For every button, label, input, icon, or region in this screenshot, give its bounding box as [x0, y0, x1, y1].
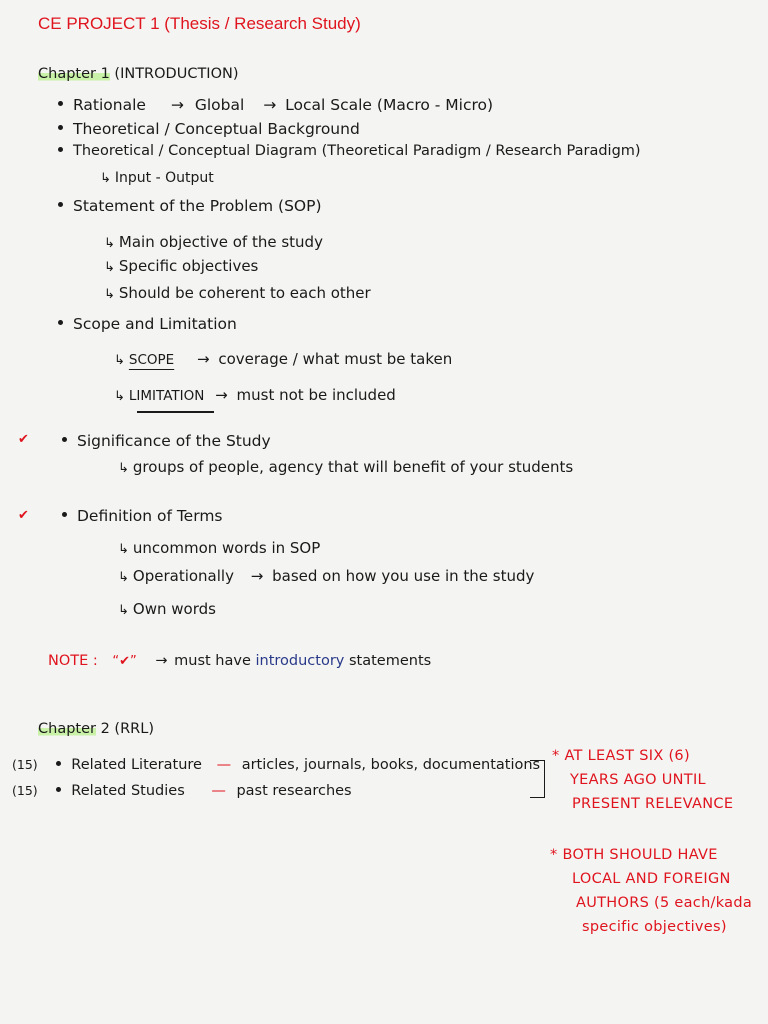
definition-item: ↳ Operationally → based on how you use in the study: [118, 567, 535, 585]
bullet-scope-limitation: [58, 315, 237, 333]
sop-label: Statement of the Problem (SOP): [73, 197, 322, 215]
check-mark-icon: ✔: [18, 432, 29, 447]
note-introductory: introductory: [255, 653, 345, 669]
bullet-dot-icon: [58, 202, 63, 207]
note-text: must have: [174, 653, 251, 669]
sop-item: ↳ Should be coherent to each other: [104, 284, 371, 302]
scope-definition: coverage / what must be taken: [218, 350, 453, 368]
bullet-theoretical-background: [58, 120, 360, 138]
rrl-row: [12, 783, 352, 799]
arrow-icon: →: [250, 567, 264, 585]
rrl-description: past researches: [236, 783, 352, 799]
scope-term: SCOPE: [128, 352, 175, 368]
rrl-count: (15): [12, 783, 38, 798]
input-output-label: Input - Output: [114, 170, 214, 186]
note-line: [48, 653, 431, 669]
arrow-icon: →: [155, 653, 168, 669]
sub-arrow-icon: ↳: [104, 260, 115, 275]
arrow-icon: →: [215, 386, 228, 404]
input-output-line: [100, 170, 214, 186]
note-six-years: * AT LEAST SIX (6) YEARS AGO UNTIL PRESENT RELEVANCE: [552, 748, 734, 812]
bullet-dot-icon: [62, 437, 67, 442]
dash-icon: —: [211, 783, 226, 799]
note-label: NOTE :: [48, 653, 98, 669]
scope-line: [114, 350, 452, 368]
bullet-rationale: [58, 96, 493, 114]
bullet-definition-terms: [62, 507, 223, 525]
check-mark-icon: ✔: [18, 508, 29, 523]
scope-limitation-label: Scope and Limitation: [73, 315, 237, 333]
limitation-term: LIMITATION: [128, 388, 205, 404]
chapter-1-title: (INTRODUCTION): [114, 66, 239, 82]
sub-arrow-icon: ↳: [100, 171, 111, 186]
limitation-underline: [137, 411, 214, 413]
sub-arrow-icon: ↳: [104, 287, 115, 302]
sub-arrow-icon: ↳: [114, 389, 125, 404]
note-local-foreign: * BOTH SHOULD HAVE LOCAL AND FOREIGN AUTHORS (5 each/kada specific objectives): [550, 847, 753, 935]
global-label: Global: [194, 96, 245, 114]
sub-arrow-icon: ↳: [118, 542, 129, 557]
limitation-definition: must not be included: [236, 386, 396, 404]
bullet-theoretical-diagram: [58, 143, 641, 159]
bullet-dot-icon: [56, 787, 61, 792]
theoretical-diagram-label: Theoretical / Conceptual Diagram (Theoretical Paradigm / Research Paradigm): [73, 143, 641, 159]
rrl-description: articles, journals, books, documentations: [241, 757, 541, 773]
sub-arrow-icon: ↳: [118, 603, 129, 618]
sop-item: ↳ Main objective of the study: [104, 233, 323, 251]
significance-item: ↳ groups of people, agency that will benefit of your students: [118, 458, 574, 476]
operationally-definition: based on how you use in the study: [272, 567, 535, 585]
bullet-significance: [62, 432, 271, 450]
arrow-icon: →: [196, 350, 210, 368]
chapter-2-title: 2 (RRL): [100, 721, 154, 737]
check-symbol-icon: “✔”: [112, 654, 137, 669]
bullet-dot-icon: [58, 320, 63, 325]
sub-arrow-icon: ↳: [114, 353, 125, 368]
bracket-icon: [530, 760, 545, 798]
limitation-line: [114, 386, 396, 404]
arrow-icon: →: [170, 96, 184, 114]
theoretical-background-label: Theoretical / Conceptual Background: [73, 120, 360, 138]
definition-item: ↳ uncommon words in SOP: [118, 539, 321, 557]
rrl-row: [12, 757, 540, 773]
arrow-icon: →: [263, 96, 277, 114]
bullet-sop: [58, 197, 322, 215]
note-statements: statements: [349, 653, 432, 669]
chapter-2-heading: [38, 721, 154, 737]
bullet-dot-icon: [62, 512, 67, 517]
definition-item: ↳ Own words: [118, 600, 216, 618]
bullet-dot-icon: [58, 125, 63, 130]
significance-label: Significance of the Study: [77, 432, 271, 450]
sub-arrow-icon: ↳: [104, 236, 115, 251]
page-title: CE PROJECT 1 (Thesis / Research Study): [38, 14, 361, 33]
sub-arrow-icon: ↳: [118, 461, 129, 476]
bullet-dot-icon: [58, 147, 63, 152]
definition-terms-label: Definition of Terms: [77, 507, 223, 525]
rrl-label: Related Literature: [71, 757, 202, 773]
rrl-label: Related Studies: [71, 783, 185, 799]
dash-icon: —: [216, 757, 232, 773]
sop-item: ↳ Specific objectives: [104, 257, 259, 275]
rrl-count: (15): [12, 757, 38, 772]
chapter-1-heading: [38, 66, 239, 82]
chapter-1-label: Chapter 1: [38, 66, 110, 82]
chapter-2-label: Chapter: [38, 721, 96, 737]
bullet-dot-icon: [56, 761, 61, 766]
local-scale-label: Local Scale (Macro - Micro): [285, 96, 494, 114]
bullet-dot-icon: [58, 101, 63, 106]
sub-arrow-icon: ↳: [118, 570, 129, 585]
rationale-label: Rationale: [73, 96, 146, 114]
